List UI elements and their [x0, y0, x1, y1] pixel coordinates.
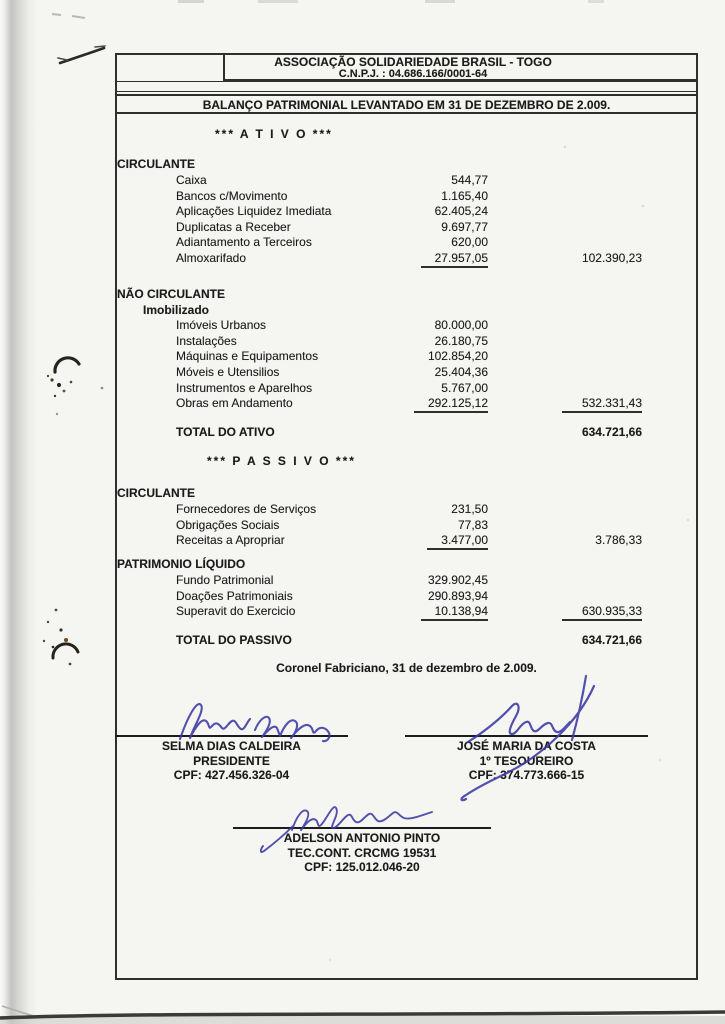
- signer-name: JOSÉ MARIA DA COSTA: [457, 739, 596, 753]
- item-value: 25.404,36: [434, 365, 488, 379]
- statement-row: [0, 486, 725, 502]
- item-label: Imóveis Urbanos: [176, 318, 267, 333]
- statement-row: [0, 589, 725, 605]
- item-value: 102.854,20: [427, 349, 488, 364]
- item-value-col: [350, 349, 488, 363]
- item-value-col: [350, 533, 488, 550]
- signer-name: ADELSON ANTONIO PINTO: [283, 831, 441, 845]
- signature-line: [233, 827, 491, 829]
- signature-block-accountant: [233, 827, 491, 875]
- statement-row: [0, 189, 725, 205]
- item-value-col: [350, 518, 488, 532]
- item-value: 5.767,00: [441, 380, 488, 395]
- item-label: Doações Patrimoniais: [176, 588, 293, 603]
- item-label: Receitas a Apropriar: [176, 533, 285, 548]
- total-value: 634.721,66: [581, 425, 642, 439]
- statement-row: [0, 173, 725, 189]
- statement-row: [0, 303, 725, 319]
- item-label: Bancos c/Movimento: [176, 188, 288, 203]
- statement-row: [0, 287, 725, 303]
- item-value-col: [350, 396, 488, 413]
- signer-cpf: CPF: 427.456.326-04: [173, 768, 290, 783]
- statement-row: [0, 251, 725, 267]
- item-label: Obras em Andamento: [176, 396, 293, 411]
- statement-row: [0, 381, 725, 397]
- statement-row: [0, 604, 725, 620]
- item-value-col: [350, 173, 488, 187]
- item-label: Móveis e Utensilios: [176, 365, 280, 379]
- signature-block-treasurer: [405, 735, 648, 783]
- item-label: Duplicatas a Receber: [176, 219, 291, 234]
- item-label: Obrigações Sociais: [176, 517, 280, 532]
- item-label: Superavit do Exercicio: [176, 604, 296, 619]
- statement-row: [0, 502, 725, 518]
- group-title: PATRIMONIO LÍQUIDO: [117, 557, 246, 571]
- statement-row: [0, 235, 725, 251]
- statement-row: [0, 220, 725, 236]
- statement-row: [0, 633, 725, 649]
- item-value: 329.902,45: [427, 573, 488, 587]
- item-value: 290.893,94: [427, 588, 488, 603]
- signature-line: [405, 735, 648, 737]
- group-total-col: [500, 533, 642, 547]
- statement-row: [0, 204, 725, 220]
- item-label: Caixa: [176, 173, 207, 187]
- statement-row: [0, 425, 725, 441]
- signer-cpf: CPF: 374.773.666-15: [468, 768, 585, 783]
- item-value: 3.477,00: [427, 533, 488, 550]
- signature-line: [115, 735, 348, 737]
- group-total-value: 532.331,43: [562, 396, 642, 413]
- total-label: TOTAL DO ATIVO: [176, 425, 275, 439]
- total-value: 634.721,66: [581, 633, 642, 647]
- item-value-col: [350, 381, 488, 395]
- item-value: 62.405,24: [434, 204, 488, 219]
- statement-row: [0, 573, 725, 589]
- item-label: Fornecedores de Serviços: [176, 502, 317, 516]
- date-line: Coronel Fabriciano, 31 de dezembro de 2.009.: [276, 661, 537, 675]
- item-label: Instrumentos e Aparelhos: [176, 380, 313, 395]
- group-total-value: 102.390,23: [581, 251, 642, 265]
- item-value: 292.125,12: [414, 396, 488, 413]
- item-value-col: [350, 189, 488, 203]
- statement-row: [0, 557, 725, 573]
- group-total-col: [500, 396, 642, 413]
- item-label: Aplicações Liquidez Imediata: [176, 204, 332, 219]
- item-value-col: [350, 334, 488, 348]
- statement-heading: *** P A S S I V O ***: [207, 454, 356, 468]
- statement-heading: *** A T I V O ***: [215, 127, 333, 141]
- signature-block-president: [115, 735, 348, 783]
- item-value: 10.138,94: [421, 604, 488, 621]
- group-total-value: 3.786,33: [595, 533, 642, 548]
- signer-name: SELMA DIAS CALDEIRA: [162, 739, 301, 753]
- statement-row: [0, 334, 725, 350]
- group-total-col: [500, 251, 642, 265]
- item-label: Almoxarifado: [176, 251, 247, 265]
- statement-row: [0, 396, 725, 412]
- item-value-col: [350, 235, 488, 249]
- signer-role: 1º TESOUREIRO: [479, 753, 574, 768]
- item-value: 26.180,75: [434, 333, 488, 348]
- item-value-col: [350, 604, 488, 621]
- signer-role: TEC.CONT. CRCMG 19531: [287, 845, 437, 860]
- item-value-col: [350, 502, 488, 516]
- item-value: 231,50: [451, 502, 488, 516]
- item-value-col: [350, 220, 488, 234]
- statement-row: [0, 349, 725, 365]
- item-value: 1.165,40: [441, 188, 488, 203]
- item-value: 27.957,05: [421, 251, 488, 268]
- group-title: CIRCULANTE: [117, 486, 195, 500]
- item-value: 80.000,00: [434, 318, 488, 333]
- item-value-col: [350, 204, 488, 218]
- statement-row: [0, 533, 725, 549]
- group-title: NÃO CIRCULANTE: [117, 287, 225, 301]
- statement-row: [0, 127, 725, 143]
- statement-row: [0, 365, 725, 381]
- item-value-col: [350, 365, 488, 379]
- signer-cpf: CPF: 125.012.046-20: [304, 860, 420, 875]
- total-value-col: [500, 425, 642, 439]
- balance-title: BALANÇO PATRIMONIAL LEVANTADO EM 31 DE DEZEMBRO DE 2.009.: [202, 98, 611, 112]
- item-label: Máquinas e Equipamentos: [176, 349, 319, 364]
- statement-row: [0, 518, 725, 534]
- org-cnpj: C.N.P.J. : 04.686.166/0001-64: [338, 67, 488, 80]
- item-label: Fundo Patrimonial: [176, 573, 274, 587]
- item-value-col: [350, 251, 488, 268]
- item-value-col: [350, 573, 488, 587]
- total-value-col: [500, 633, 642, 647]
- item-label: Instalações: [176, 333, 237, 348]
- group-total-col: [500, 604, 642, 621]
- signer-role: PRESIDENTE: [193, 753, 270, 768]
- group-total-value: 630.935,33: [562, 604, 642, 621]
- statement-row: [0, 454, 725, 470]
- statement-row: [0, 318, 725, 334]
- item-value: 620,00: [451, 235, 488, 250]
- item-value: 77,83: [457, 517, 488, 532]
- item-value-col: [350, 589, 488, 603]
- group-subtitle: Imobilizado: [143, 302, 209, 317]
- item-value-col: [350, 318, 488, 332]
- item-label: Adiantamento a Terceiros: [176, 235, 312, 250]
- org-name: ASSOCIAÇÃO SOLIDARIEDADE BRASIL - TOGO: [274, 55, 552, 69]
- statement-row: [0, 157, 725, 173]
- group-title: CIRCULANTE: [117, 157, 195, 171]
- item-value: 544,77: [451, 173, 488, 187]
- total-label: TOTAL DO PASSIVO: [176, 633, 292, 647]
- item-value: 9.697,77: [441, 219, 488, 234]
